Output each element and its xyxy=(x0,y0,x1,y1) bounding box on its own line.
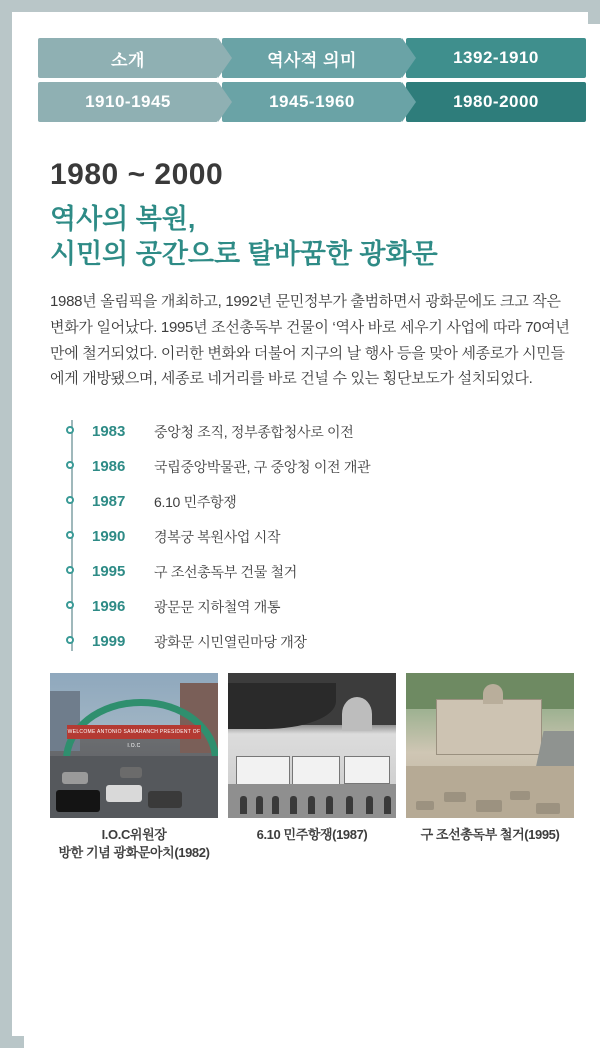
photo-cell xyxy=(406,673,574,862)
tab-1945-1960-label: 1945-1960 xyxy=(269,92,355,111)
timeline-dot-icon xyxy=(66,531,74,539)
car-shape xyxy=(62,772,88,784)
page-inner xyxy=(24,24,600,1048)
timeline-text: 중앙청 조직, 정부종합청사로 이전 xyxy=(154,423,354,440)
person-shape xyxy=(240,796,247,814)
person-shape xyxy=(256,796,263,814)
timeline-year: 1987 xyxy=(92,493,126,511)
rubble-piece xyxy=(510,791,530,800)
timeline-dot-icon xyxy=(66,496,74,504)
tab-row-1 xyxy=(38,38,586,78)
timeline xyxy=(66,414,574,659)
timeline-item xyxy=(92,414,574,449)
timeline-year: 1990 xyxy=(92,528,126,546)
timeline-item xyxy=(92,519,574,554)
tab-arrow-icon xyxy=(218,38,232,78)
tab-historical-meaning-label: 역사적 의미 xyxy=(267,50,357,70)
tab-intro-label: 소개 xyxy=(111,50,145,70)
photo-government-general-building-demolition xyxy=(406,673,574,818)
rubble-piece xyxy=(536,803,560,814)
rubble-piece xyxy=(444,792,466,802)
timeline-text: 국립중앙박물관, 구 중앙청 이전 개관 xyxy=(154,458,371,475)
tab-intro[interactable] xyxy=(38,38,218,78)
tab-historical-meaning[interactable] xyxy=(222,38,402,78)
photo-caption-line-2: 방한 기념 광화문아치(1982) xyxy=(58,845,210,861)
car-shape xyxy=(120,767,142,778)
photo-gallery xyxy=(24,659,600,862)
photo-caption xyxy=(58,826,209,862)
tab-1392-1910[interactable] xyxy=(406,38,586,78)
headline xyxy=(50,202,574,271)
person-shape xyxy=(384,796,391,814)
tab-arrow-icon xyxy=(218,82,232,122)
rubble-shape xyxy=(406,766,574,818)
bus-shape xyxy=(292,756,340,786)
timeline-year: 1986 xyxy=(92,458,126,476)
timeline-text: 광문문 지하철역 개통 xyxy=(154,598,281,615)
photo-cell xyxy=(50,673,218,862)
bus-shape xyxy=(344,756,390,784)
photo-caption xyxy=(421,826,560,844)
timeline-text: 6.10 민주항쟁 xyxy=(154,493,237,510)
rubble-piece xyxy=(416,801,434,810)
tab-1392-1910-label: 1392-1910 xyxy=(453,48,539,67)
car-shape xyxy=(148,791,182,808)
timeline-year: 1995 xyxy=(92,563,126,581)
timeline-text: 경복궁 복원사업 시작 xyxy=(154,528,281,545)
article-content xyxy=(24,126,600,659)
timeline-year: 1999 xyxy=(92,633,126,651)
building-shape xyxy=(436,699,542,755)
person-shape xyxy=(346,796,353,814)
timeline-item xyxy=(92,449,574,484)
photo-cell xyxy=(228,673,396,862)
banner-text: WELCOME ANTONIO SAMARANCH PRESIDENT OF I.O.C xyxy=(67,729,201,750)
timeline-text: 구 조선총독부 건물 철거 xyxy=(154,563,298,580)
photo-june-democracy-movement xyxy=(228,673,396,818)
banner-shape xyxy=(67,725,201,750)
photo-caption xyxy=(257,826,368,844)
body-paragraph: 1988년 올림픽을 개최하고, 1992년 문민정부가 출범하면서 광화문에도 크고 작은 변화가 일어났다. 1995년 조선총독부 건물이 ‘역사 바로 세우기 사업에 따라 70여년 만에 철거되었다. 이러한 변화와 더불어 지구의 날 행사 등을 맞아 세종로가 시민들에게 개방됐으며, 세종로 네거리를 바로 건널 수 있는 횡단보도가 설치되었다. xyxy=(50,293,570,388)
tab-1980-2000[interactable] xyxy=(406,82,586,122)
photo-caption-line-1: 구 조선총독부 철거(1995) xyxy=(420,827,560,843)
timeline-year: 1983 xyxy=(92,423,126,441)
rubble-piece xyxy=(476,800,502,812)
timeline-dot-icon xyxy=(66,601,74,609)
photo-gwanghwamun-arch xyxy=(50,673,218,818)
timeline-dot-icon xyxy=(66,566,74,574)
tab-row-2 xyxy=(38,82,586,122)
car-shape xyxy=(56,790,100,812)
timeline-year: 1996 xyxy=(92,598,126,616)
photo-caption-line-1: I.O.C위원장 xyxy=(101,827,167,843)
tab-1910-1945-label: 1910-1945 xyxy=(85,92,171,111)
timeline-dot-icon xyxy=(66,636,74,644)
timeline-item xyxy=(92,484,574,519)
photo-caption-line-1: 6.10 민주항쟁(1987) xyxy=(256,827,368,843)
timeline-item xyxy=(92,624,574,659)
tab-bar xyxy=(24,24,600,122)
crowd-shape xyxy=(228,784,396,818)
car-shape xyxy=(106,785,142,802)
tab-arrow-icon xyxy=(402,38,416,78)
dome-shape xyxy=(342,697,372,731)
person-shape xyxy=(272,796,279,814)
period-title: 1980 ~ 2000 xyxy=(50,158,224,191)
tab-1945-1960[interactable] xyxy=(222,82,402,122)
headline-line-1: 역사의 복원, xyxy=(50,204,196,234)
timeline-item xyxy=(92,589,574,624)
tab-arrow-icon xyxy=(402,82,416,122)
person-shape xyxy=(326,796,333,814)
person-shape xyxy=(366,796,373,814)
tab-1910-1945[interactable] xyxy=(38,82,218,122)
headline-line-2: 시민의 공간으로 탈바꿈한 광화문 xyxy=(50,238,438,269)
timeline-dot-icon xyxy=(66,426,74,434)
tab-1980-2000-label: 1980-2000 xyxy=(453,92,539,111)
person-shape xyxy=(290,796,297,814)
timeline-item xyxy=(92,554,574,589)
timeline-text: 광화문 시민열린마당 개장 xyxy=(154,633,307,650)
dome-shape xyxy=(483,684,503,704)
person-shape xyxy=(308,796,315,814)
timeline-dot-icon xyxy=(66,461,74,469)
